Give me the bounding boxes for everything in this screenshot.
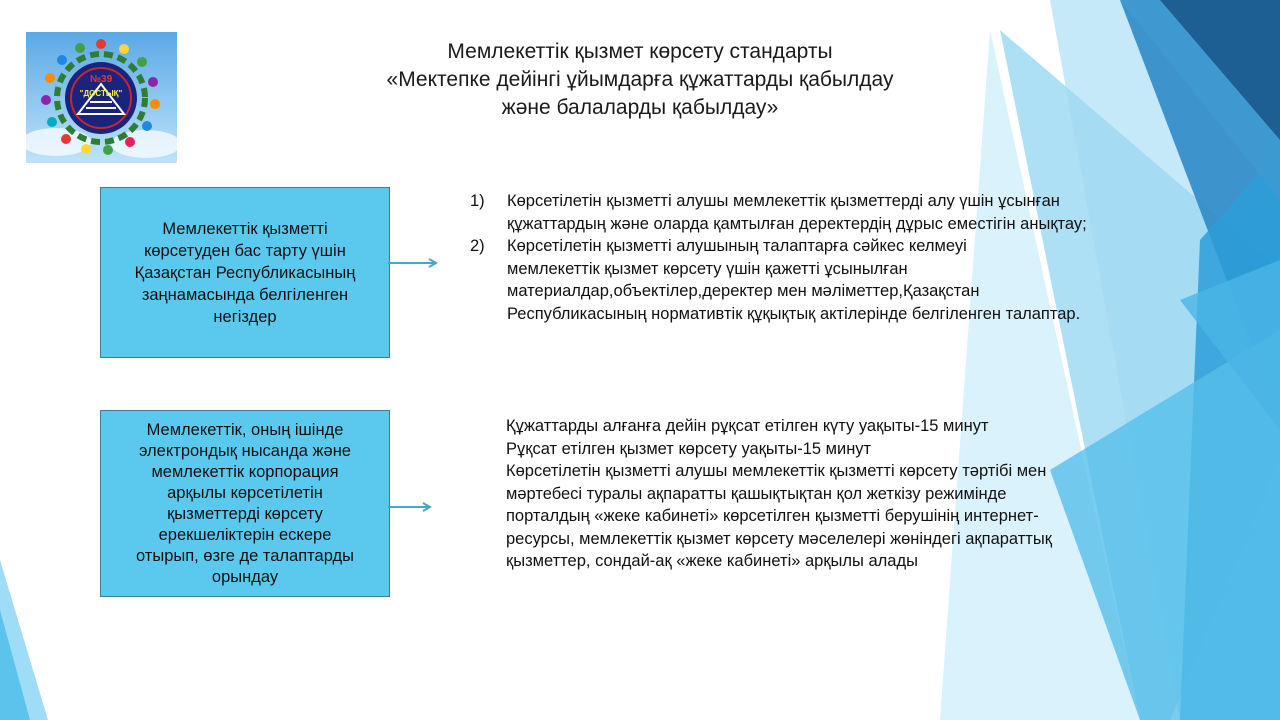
box-line: көрсетуден бас тарту үшін — [144, 241, 346, 260]
kindergarten-logo — [26, 32, 177, 163]
para-line: Көрсетілетін қызметті алушы мемлекеттік қызметті көрсету тәртібі мен — [506, 462, 1047, 480]
box-line: Қазақстан Республикасының — [134, 263, 356, 282]
box-line: заңнамасында белгіленген — [141, 285, 349, 304]
list-line: материалдар,объектілер,деректер мен мәліметтер,Қазақстан — [507, 282, 980, 300]
para-line: Құжаттарды алғанға дейін рұқсат етілген күту уақыты-15 минут — [506, 417, 989, 435]
box-line: Мемлекеттік қызметті — [162, 219, 328, 238]
box-line: мемлекеттік корпорация — [151, 462, 339, 481]
list-line: мемлекеттік қызмет көрсету үшін қажетті ұсынылған — [507, 259, 908, 278]
box-line: негіздер — [213, 307, 277, 326]
refusal-grounds-list — [470, 190, 1190, 325]
page-title — [330, 38, 950, 122]
para-line: мәртебесі туралы ақпаратты қашықтықтан қол жеткізу режимінде — [506, 484, 1007, 503]
box-line: ерекшеліктерін ескере — [158, 525, 332, 544]
box-line: орындау — [211, 567, 279, 586]
logo-name: "ДОСТЫҚ" — [79, 89, 123, 98]
refusal-grounds-box — [100, 187, 390, 358]
para-line: порталдың «жеке кабинеті» көрсетілген қызметті берушінің интернет- — [506, 507, 1039, 525]
box-line: электрондық нысанда және — [139, 441, 351, 460]
box-line: қызметтерді көрсету — [167, 504, 323, 523]
para-line: қызметтер, сондай-ақ «жеке кабинеті» арқылы алады — [506, 552, 918, 570]
para-line: Рұқсат етілген қызмет көрсету уақыты-15 минут — [506, 439, 872, 458]
arrow-right-icon — [388, 500, 434, 514]
list-number: 2) — [470, 237, 485, 255]
box-line: Мемлекеттік, оның ішінде — [146, 420, 344, 439]
arrow-right-icon — [388, 256, 440, 270]
box-line: отырып, өзге де талаптарды — [135, 546, 355, 565]
list-number: 1) — [470, 192, 485, 210]
title-line: Мемлекеттік қызмет көрсету стандарты — [447, 40, 833, 63]
list-line: құжаттардың және оларда қамтылған деректердің дұрыс еместігін анықтау; — [507, 214, 1087, 233]
list-line: Көрсетілетін қызметті алушы мемлекеттік қызметтерді алу үшін ұсынған — [507, 192, 1060, 210]
logo-number: №39 — [89, 74, 113, 85]
box-line: арқылы көрсетілетін — [167, 483, 323, 502]
para-line: ресурсы, мемлекеттік қызмет көрсету мәселелері жөніндегі ақпараттық — [506, 529, 1052, 548]
other-requirements-box — [100, 410, 390, 597]
list-item — [470, 190, 1190, 235]
title-line: «Мектепке дейінгі ұйымдарға құжаттарды қабылдау — [386, 68, 894, 91]
list-line: Көрсетілетін қызметті алушының талаптарға сәйкес келмеуі — [507, 237, 967, 255]
list-item — [470, 235, 1190, 325]
service-requirements-text — [506, 415, 1186, 573]
list-line: Республикасының нормативтік құқықтық актілерінде белгіленген талаптар. — [507, 304, 1081, 323]
title-line: және балаларды қабылдау» — [501, 96, 779, 119]
